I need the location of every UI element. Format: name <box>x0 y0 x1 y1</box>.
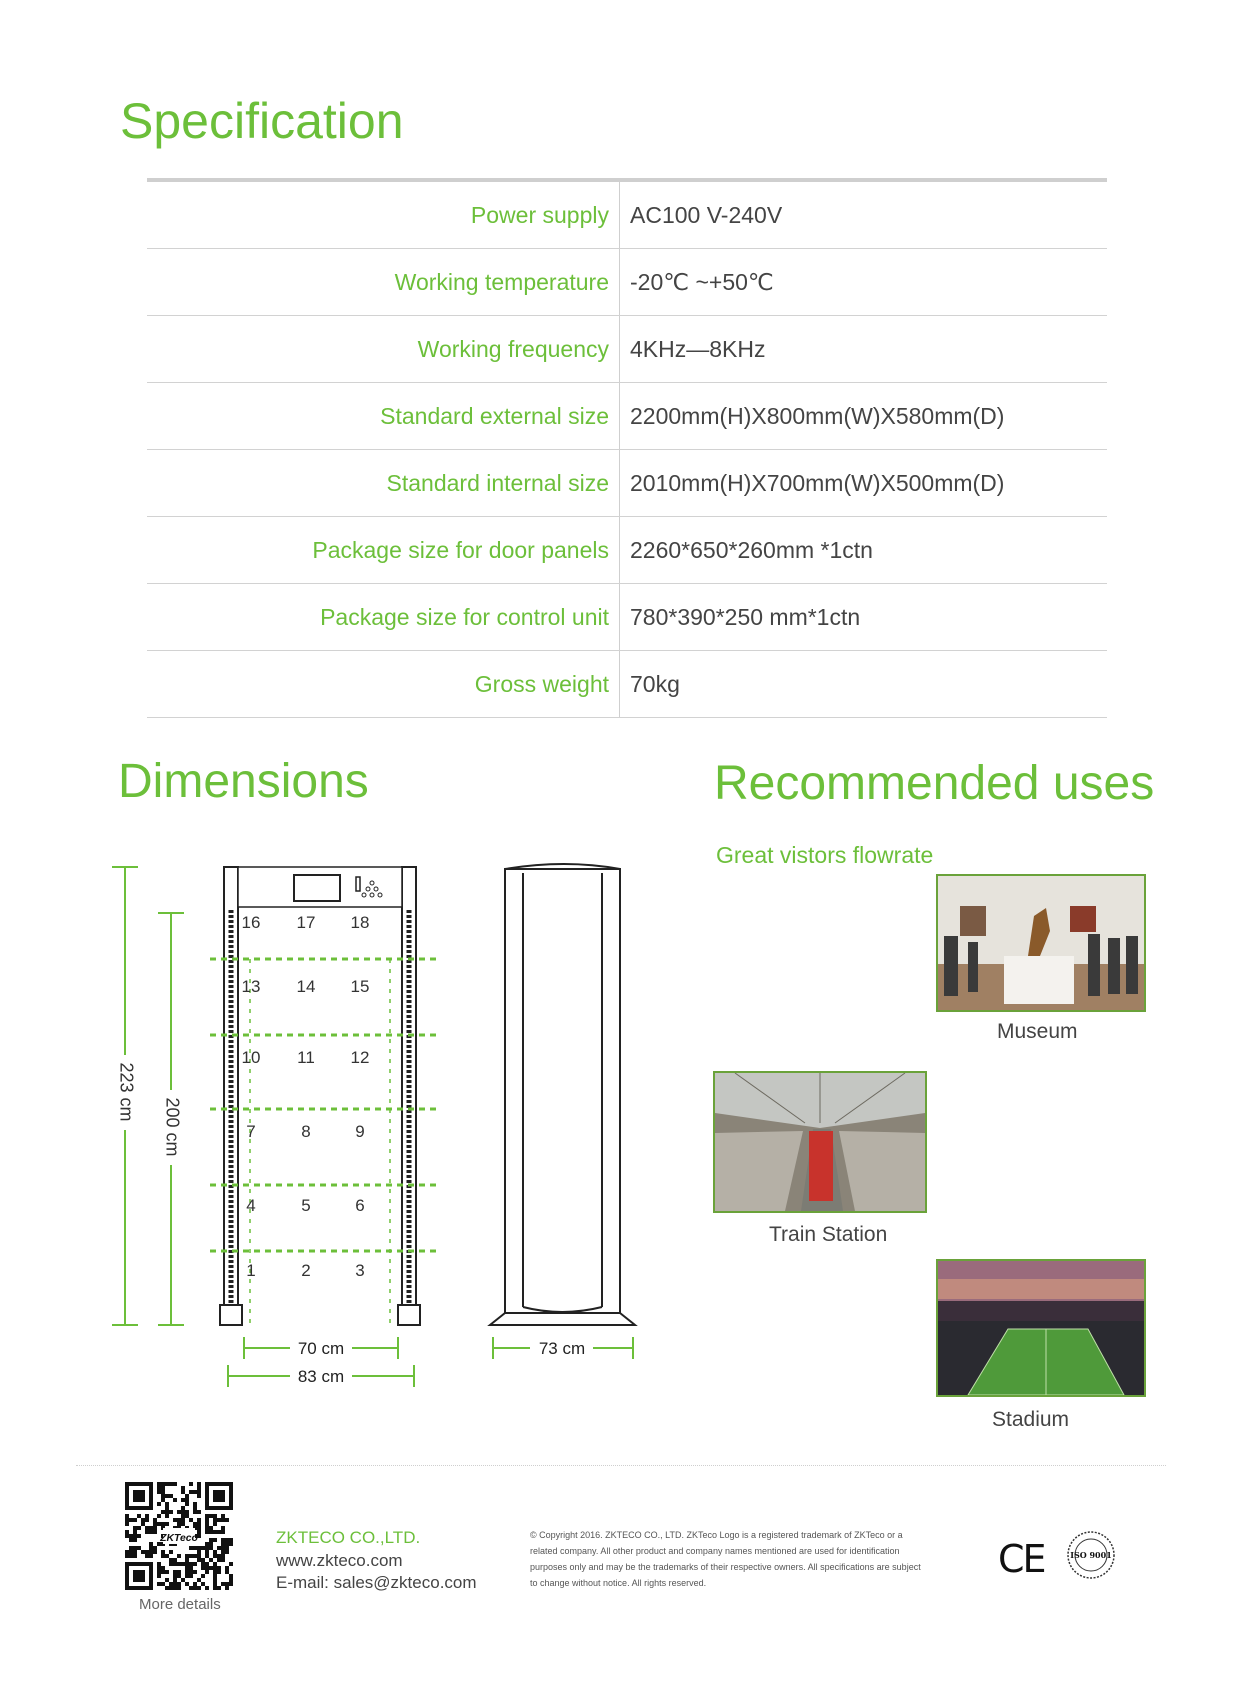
detection-zone-label: 15 <box>350 977 370 996</box>
spec-row <box>147 249 1107 316</box>
qr-code-icon[interactable] <box>125 1482 233 1590</box>
company-name: ZKTECO CO.,LTD. <box>276 1528 421 1547</box>
footer-divider <box>76 1465 1166 1466</box>
iso-certification-icon <box>1066 1530 1116 1580</box>
gate-side-view <box>490 864 635 1325</box>
outer-height-label: 223 cm <box>116 1062 137 1122</box>
spec-row <box>147 316 1107 383</box>
spec-value: 2010mm(H)X700mm(W)X500mm(D) <box>620 450 1108 517</box>
recommended-uses-subtitle: Great vistors flowrate <box>716 842 934 868</box>
dimensions-drawing <box>110 855 670 1415</box>
detection-zone-label: 18 <box>350 913 370 932</box>
zkteco-logo: ZKTeco <box>160 1532 198 1544</box>
spec-value: 4KHz—8KHz <box>620 316 1108 383</box>
spec-row <box>147 450 1107 517</box>
museum-photo <box>936 874 1146 1012</box>
museum-caption: Museum <box>997 1020 1078 1043</box>
website-link[interactable]: www.zkteco.com <box>276 1551 403 1570</box>
dimensions-title: Dimensions <box>118 755 369 808</box>
ce-mark-icon: CE <box>998 1537 1045 1581</box>
iso-label: ISO 9001 <box>1070 1550 1112 1560</box>
detection-zone-label: 7 <box>246 1122 256 1141</box>
display-panel <box>294 875 340 901</box>
detection-zone-label: 9 <box>355 1122 365 1141</box>
qr-caption: More details <box>139 1596 221 1613</box>
detection-zone-label: 10 <box>241 1048 261 1067</box>
spec-label: Power supply <box>147 180 620 249</box>
copyright-notice: © Copyright 2016. ZKTECO CO., LTD. ZKTeco Logo is a registered trademark of ZKTeco or a related company. All other product and company names mentioned are used for identification purposes only and may be the trademarks of their respective owners. All specifications are subject to change without notice. All rights reserved. <box>530 1530 921 1588</box>
specification-table <box>147 178 1107 718</box>
email-contact[interactable]: E-mail: sales@zkteco.com <box>276 1573 477 1592</box>
spec-label: Package size for door panels <box>147 517 620 584</box>
outer-width-dimension <box>228 1365 414 1387</box>
stadium-photo <box>936 1259 1146 1397</box>
detection-zone-label: 11 <box>297 1048 315 1067</box>
train-station-caption: Train Station <box>769 1223 888 1246</box>
spec-label: Package size for control unit <box>147 584 620 651</box>
spec-label: Working temperature <box>147 249 620 316</box>
depth-dimension <box>493 1337 633 1359</box>
spec-row <box>147 180 1107 249</box>
inner-width-dimension <box>244 1337 398 1359</box>
detection-zone-label: 14 <box>296 977 316 996</box>
detection-zone-label: 13 <box>241 977 261 996</box>
spec-row <box>147 383 1107 450</box>
detection-zone-label: 5 <box>301 1196 311 1215</box>
detection-zone-label: 4 <box>246 1196 256 1215</box>
stadium-caption: Stadium <box>992 1408 1070 1431</box>
spec-value: 2260*650*260mm *1ctn <box>620 517 1108 584</box>
spec-value: AC100 V-240V <box>620 180 1108 249</box>
spec-row <box>147 517 1107 584</box>
train-station-photo <box>713 1071 927 1213</box>
spec-label: Standard external size <box>147 383 620 450</box>
detection-zone-label: 1 <box>246 1261 256 1280</box>
spec-label: Gross weight <box>147 651 620 718</box>
gate-front-view <box>210 867 440 1325</box>
spec-value: 2200mm(H)X800mm(W)X580mm(D) <box>620 383 1108 450</box>
inner-height-label: 200 cm <box>162 1097 183 1157</box>
inner-height-dimension <box>158 913 184 1325</box>
spec-value: 70kg <box>620 651 1108 718</box>
detection-zone-label: 16 <box>241 913 261 932</box>
outer-height-dimension <box>112 867 138 1325</box>
detection-zone-label: 3 <box>355 1261 365 1280</box>
spec-label: Working frequency <box>147 316 620 383</box>
detection-zone-label: 12 <box>350 1048 370 1067</box>
spec-row <box>147 584 1107 651</box>
spec-value: 780*390*250 mm*1ctn <box>620 584 1108 651</box>
outer-width-label: 83 cm <box>297 1367 345 1386</box>
spec-value: -20℃ ~+50℃ <box>620 249 1108 316</box>
detection-zone-label: 8 <box>301 1122 311 1141</box>
depth-label: 73 cm <box>538 1339 586 1358</box>
inner-width-label: 70 cm <box>297 1339 345 1358</box>
spec-row <box>147 651 1107 718</box>
detection-zone-label: 17 <box>296 913 316 932</box>
detection-zone-label: 6 <box>355 1196 365 1215</box>
spec-label: Standard internal size <box>147 450 620 517</box>
specification-title: Specification <box>120 93 404 149</box>
detection-zone-label: 2 <box>301 1261 311 1280</box>
recommended-uses-title: Recommended uses <box>714 757 1155 810</box>
